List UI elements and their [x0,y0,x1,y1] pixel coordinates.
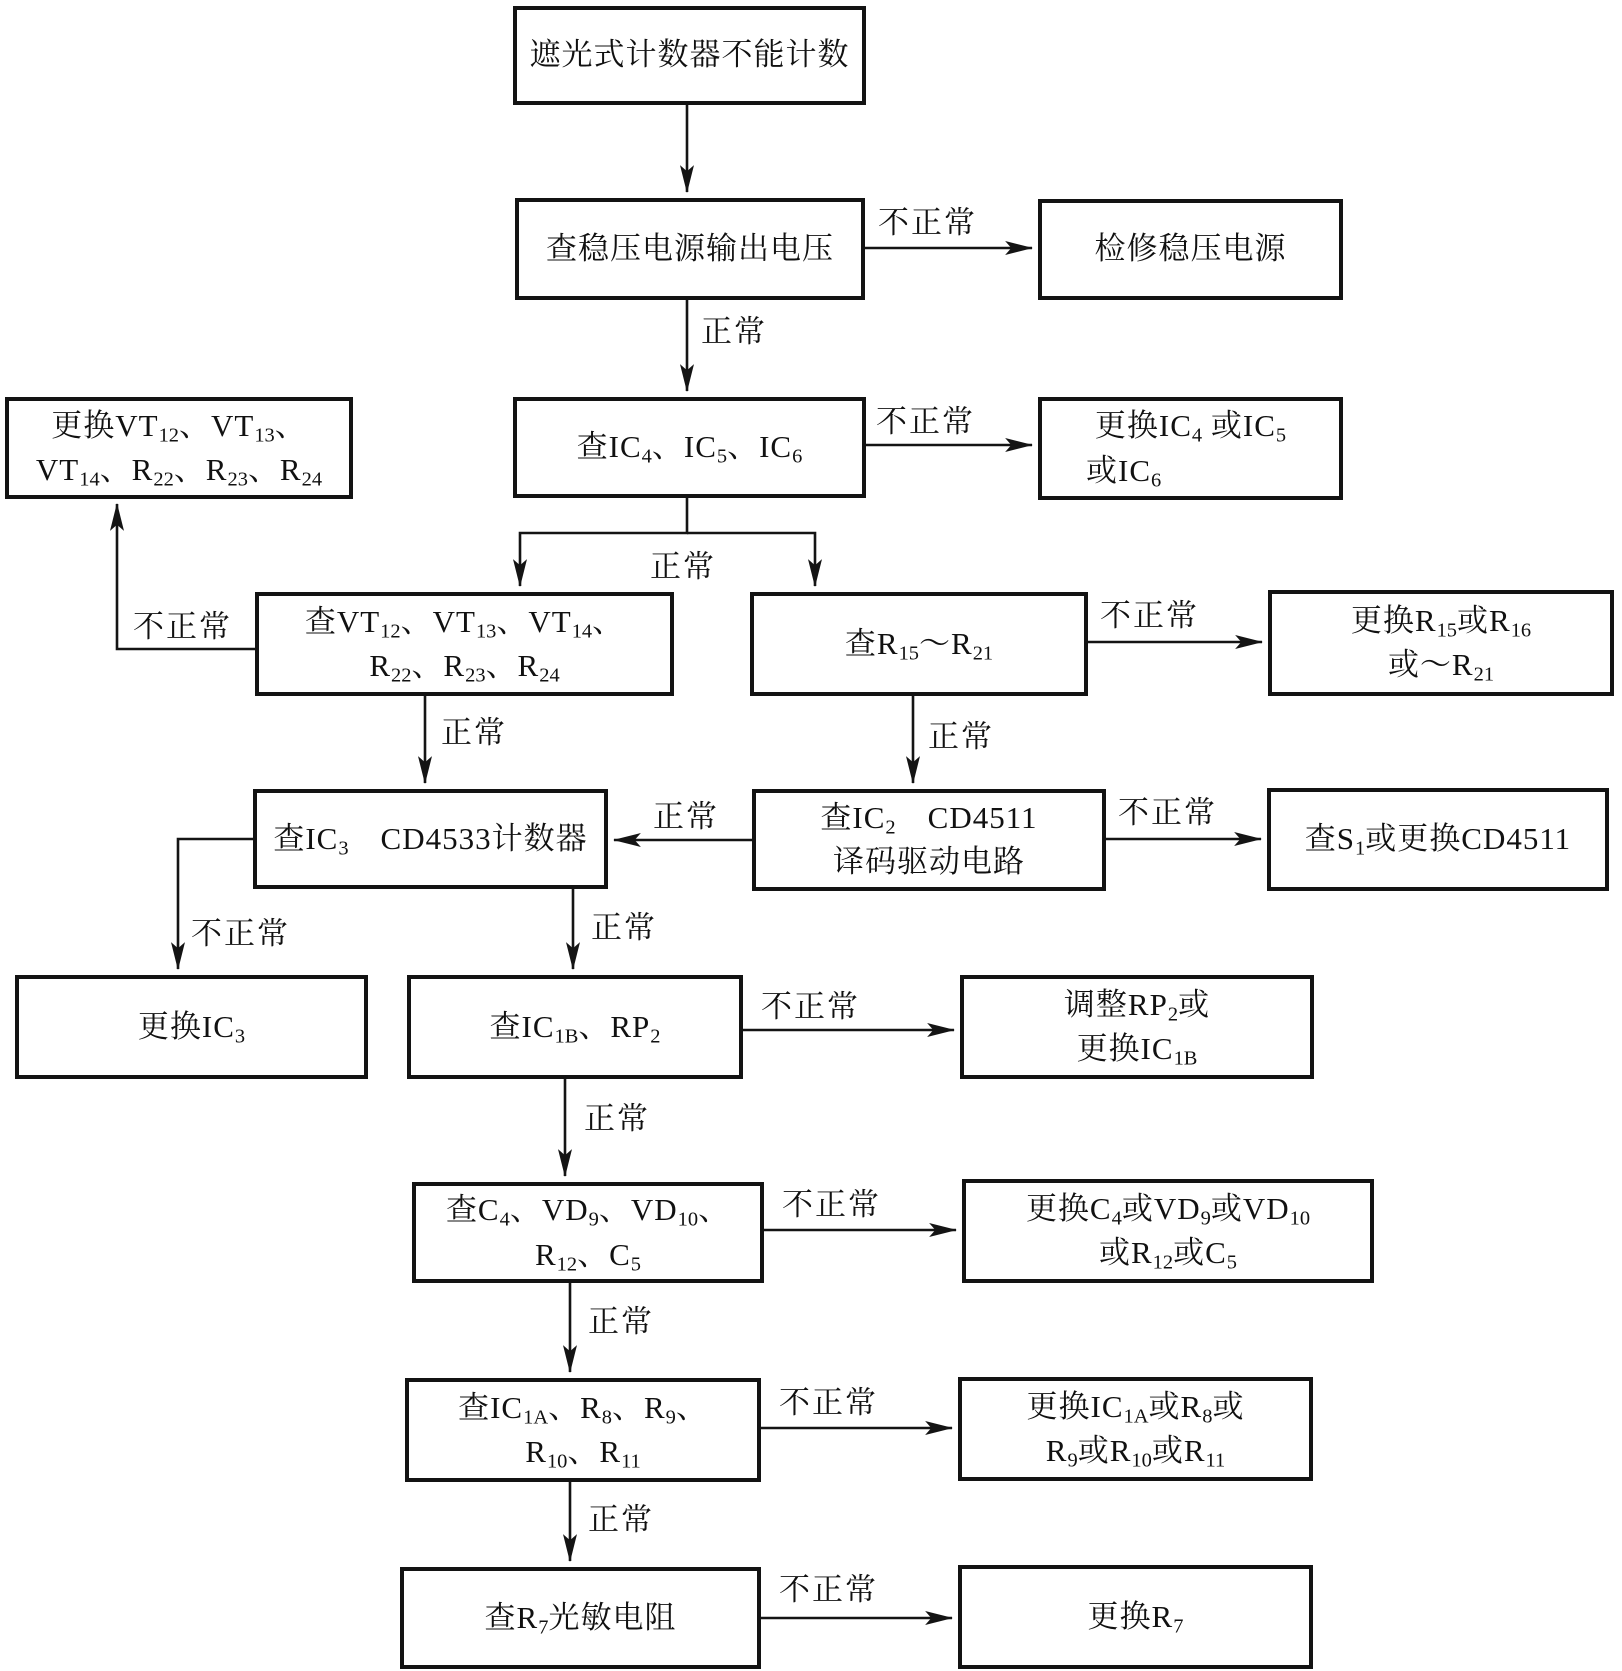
edge-label-abnormal-psu: 不正常 [878,205,977,240]
edge-label-normal-ic456: 正常 [650,549,716,584]
node-check-s1-text: 查$S_1$或更换CD4511 [1304,821,1572,861]
node-replace-ic3-text: 更换$IC_3$ [137,1008,246,1048]
node-replace-c4: 更换$C_4$或$VD_9$或$VD_{10}$ 或$R_{12}$或$C_5$ [962,1179,1374,1283]
node-check-psu-text: 查稳压电源输出电压 [546,230,834,266]
node-check-ic1a: 查$IC_{1A}$、$R_8$、$R_9$、 $R_{10}$、$R_{11}$ [405,1378,761,1482]
node-check-ic456 [513,397,866,498]
edge-label-abnormal-ic3: 不正常 [191,916,290,951]
node-check-vt: 查$VT_{12}$、$VT_{13}$、$VT_{14}$、 $R_{22}$、$R_{23}$、$R_{24}$ [255,592,674,696]
edge-label-normal-c4: 正常 [588,1304,654,1339]
edge-label-normal-ic2: 正常 [653,799,719,834]
node-check-r15-r21 [750,592,1088,696]
node-replace-ic3 [15,975,368,1079]
edge-label-normal-ic1b: 正常 [584,1101,650,1136]
edge-label-abnormal-r15: 不正常 [1100,598,1199,633]
node-check-ic3-text: 查$IC_3$ CD4533计数器 [273,820,588,860]
edge-label-normal-r15: 正常 [928,719,994,754]
node-replace-r7 [958,1565,1313,1669]
node-check-psu [515,198,865,300]
node-start [513,6,866,105]
edge-label-abnormal-vt: 不正常 [133,609,232,644]
node-repair-psu [1038,199,1343,300]
node-check-ic1b-text: 查$IC_{1B}$、$RP_2$ [489,1008,661,1048]
node-adjust-rp2: 调整$RP_2$或 更换$IC_{1B}$ [960,975,1314,1079]
node-check-r15-r21-text: 查$R_{15}\sim R_{21}$ [844,625,994,665]
node-repair-psu-text: 检修稳压电源 [1094,231,1287,267]
node-replace-vt: 更换$VT_{12}$、$VT_{13}$、 $VT_{14}$、$R_{22}$、$R_{23}$、$R_{24}$ [5,397,353,499]
edge-label-abnormal-ic1a: 不正常 [779,1385,878,1420]
node-check-ic2: 查$IC_2$ CD4511 译码驱动电路 [752,789,1106,891]
edge-label-abnormal-r7: 不正常 [779,1572,878,1607]
node-check-ic3 [253,789,608,889]
edge-label-normal-ic3: 正常 [591,910,657,945]
node-check-r7 [400,1567,761,1669]
edge-label-abnormal-ic2: 不正常 [1118,795,1217,830]
node-check-ic456-text: 查$IC_4$、$IC_5$、$IC_6$ [576,429,803,469]
edge-label-abnormal-c4: 不正常 [782,1187,881,1222]
edge-label-abnormal-ic456: 不正常 [876,404,975,439]
edge-label-normal-psu: 正常 [701,314,767,349]
edge-label-abnormal-ic1b: 不正常 [761,989,860,1024]
node-replace-r15-r21: 更换$R_{15}$或$R_{16}$ 或$\sim R_{21}$ [1268,590,1614,696]
node-start-text: 遮光式计数器不能计数 [529,37,850,73]
node-check-ic1b [407,975,743,1079]
node-replace-ic456: 更换$IC_4$ 或$IC_5$ 或$IC_6$ [1038,397,1343,500]
edge-label-normal-vt: 正常 [441,715,507,750]
edge-label-normal-ic1a: 正常 [588,1502,654,1537]
node-replace-r7-text: 更换$R_7$ [1087,1598,1184,1638]
node-check-s1 [1267,788,1609,891]
node-replace-ic1a: 更换$IC_{1A}$或$R_8$或 $R_9$或$R_{10}$或$R_{11}$ [958,1377,1313,1481]
node-check-c4: 查$C_4$、$VD_9$、$VD_{10}$、 $R_{12}$、$C_5$ [412,1182,764,1283]
node-check-r7-text: 查$R_7$光敏电阻 [484,1599,677,1639]
